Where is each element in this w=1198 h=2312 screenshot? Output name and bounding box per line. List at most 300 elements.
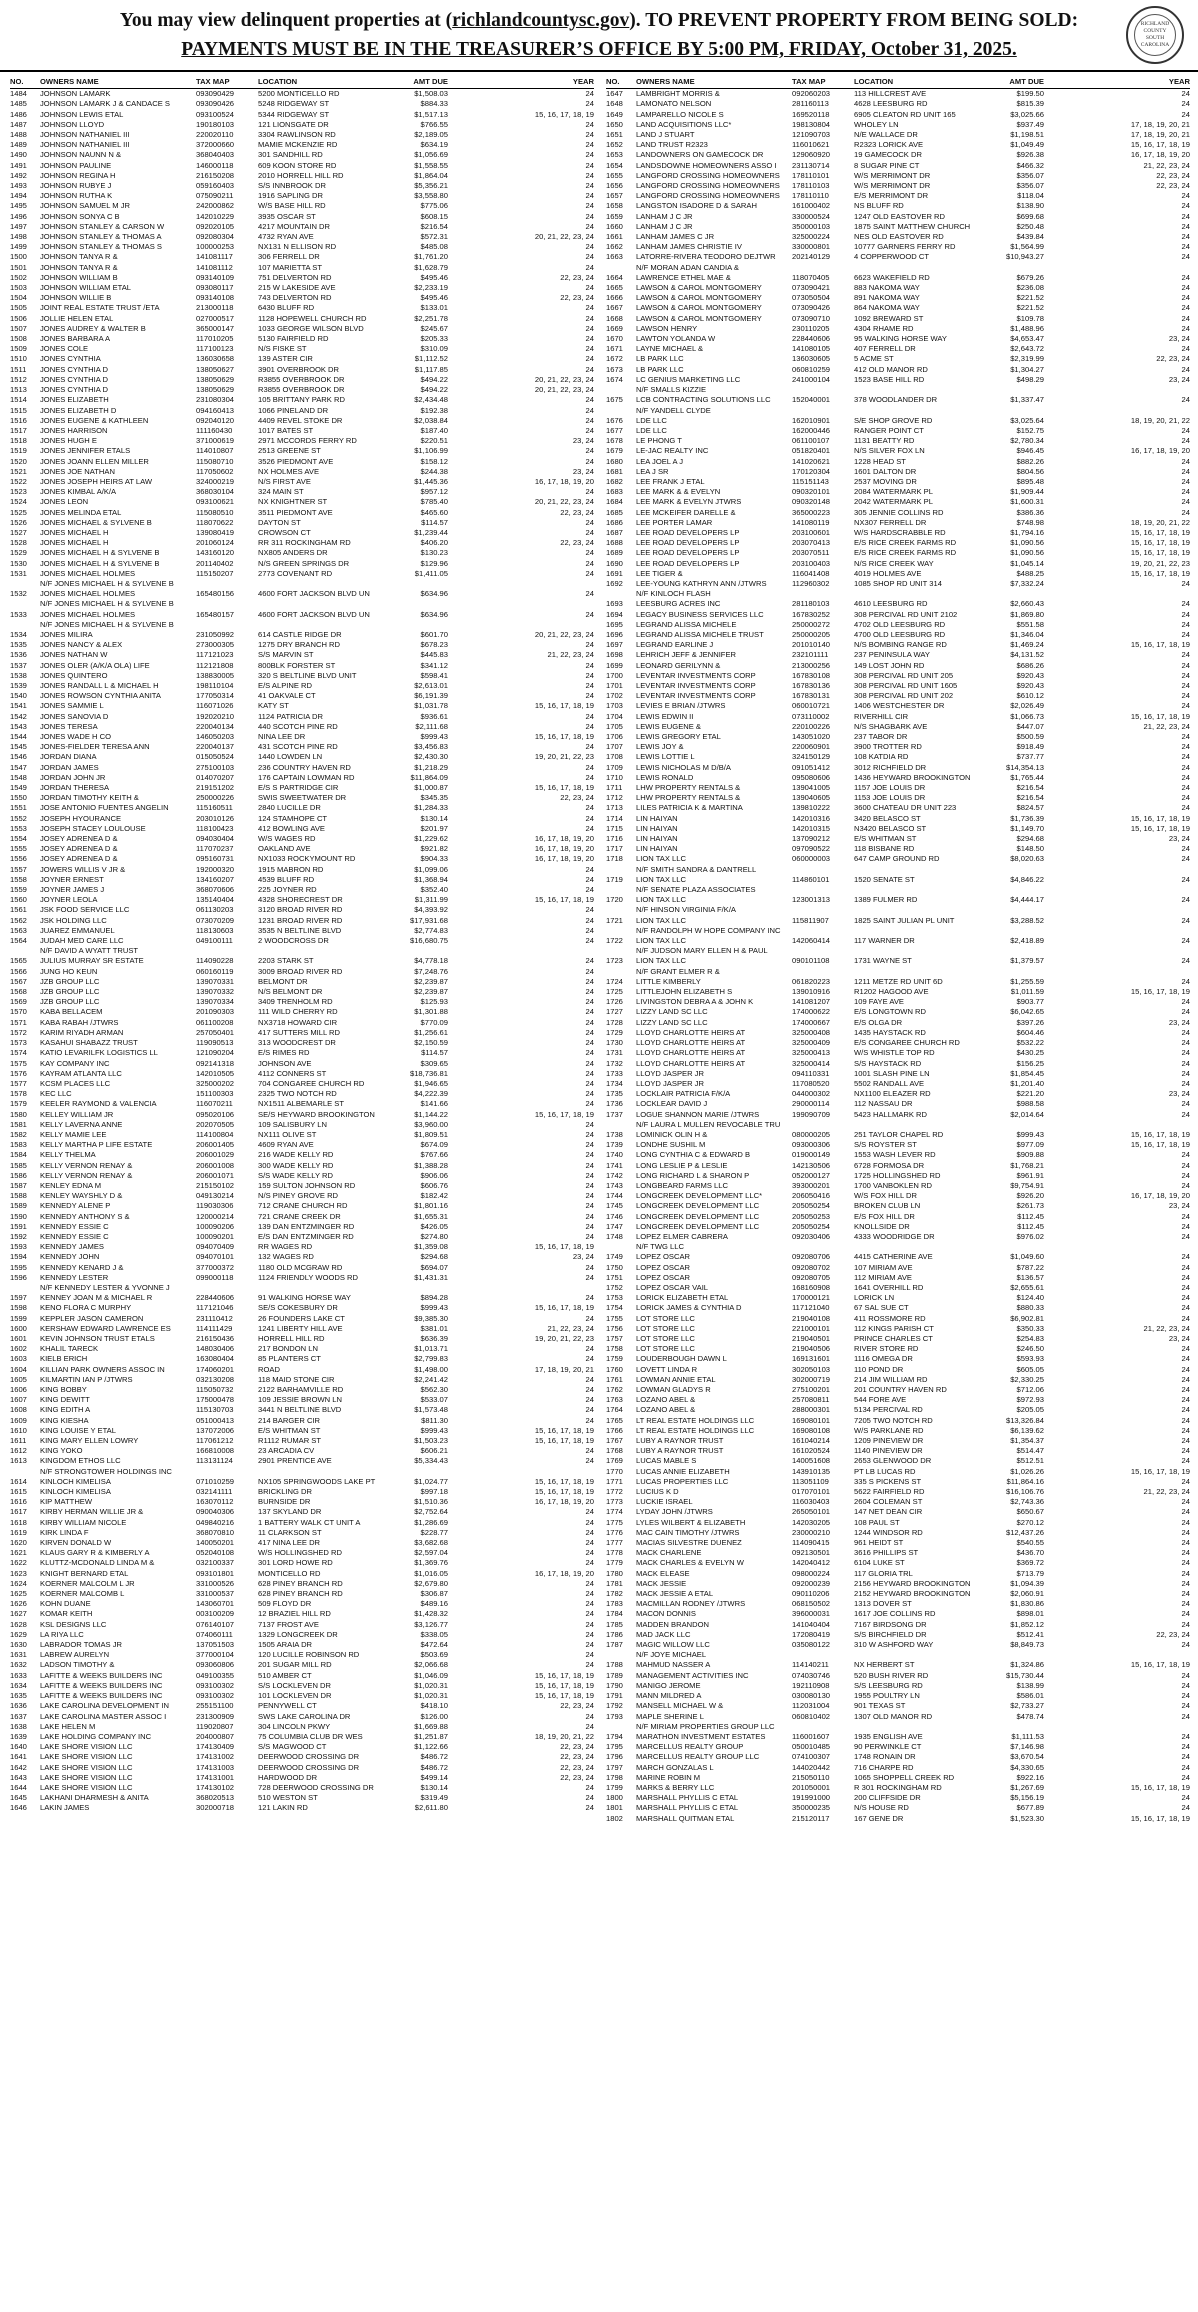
cell-location: 90 PERWINKLE CT	[854, 1742, 922, 1752]
cell-year: 17, 18, 19, 20, 21	[1130, 130, 1190, 140]
cell-location: 864 NAKOMA WAY	[854, 303, 920, 313]
cell-tax-map: 368070606	[196, 885, 235, 895]
cell-location: NX KNIGHTNER ST	[258, 497, 328, 507]
cell-no: 1642	[10, 1762, 27, 1772]
cell-owner: LIN HAIYAN	[636, 844, 678, 854]
cell-location: 132 WAGES RD	[258, 1252, 314, 1262]
cell-year: 23, 24	[1168, 1017, 1190, 1027]
cell-year: 16, 17, 18, 19, 20	[534, 1568, 594, 1578]
table-row	[606, 814, 1190, 824]
table-row	[606, 150, 1190, 160]
cell-year: 16, 17, 18, 19, 20	[534, 844, 594, 854]
cell-no: 1736	[606, 1099, 623, 1109]
cell-location: 614 CASTLE RIDGE DR	[258, 629, 342, 639]
cell-year: 24	[1181, 1293, 1190, 1303]
cell-amt-due: $1,324.86	[1010, 1660, 1044, 1670]
cell-amt-due: $14,354.13	[1005, 762, 1044, 772]
cell-location: 3935 OSCAR ST	[258, 211, 316, 221]
cell-amt-due: $686.26	[1016, 660, 1044, 670]
cell-tax-map: 242000862	[196, 201, 235, 211]
table-row	[10, 406, 594, 416]
cell-tax-map: 273000305	[196, 640, 235, 650]
cell-owner: LAND ACQUISITIONS LLC*	[636, 119, 732, 129]
cell-location: N/S HOUSE RD	[854, 1803, 909, 1813]
cell-owner: LEE ROAD DEVELOPERS LP	[636, 527, 740, 537]
cell-tax-map: 098000224	[792, 1568, 831, 1578]
cell-owner: KSL DESIGNS LLC	[40, 1619, 107, 1629]
cell-tax-map: 139080419	[196, 527, 235, 537]
cell-no: 1515	[10, 405, 27, 415]
cell-year: 24	[1181, 497, 1190, 507]
cell-location: 2971 MCCORDS FERRY RD	[258, 436, 357, 446]
cell-amt-due: $926.38	[1016, 150, 1044, 160]
cell-location: N/E WALLACE DR	[854, 130, 918, 140]
cell-owner: LEGRAND ALISSA MICHELE TRUST	[636, 629, 764, 639]
cell-tax-map: 115811907	[792, 915, 829, 925]
table-row	[10, 1242, 594, 1252]
cell-amt-due	[982, 589, 1050, 599]
table-row	[10, 548, 594, 558]
cell-owner: KIRK LINDA F	[40, 1527, 89, 1537]
table-row	[606, 783, 1190, 793]
table-row	[606, 1191, 1190, 1201]
cell-no: 1648	[606, 99, 623, 109]
cell-year: 24	[1181, 691, 1190, 701]
cell-tax-map: 115160511	[196, 803, 233, 813]
cell-tax-map: 220020110	[196, 130, 234, 140]
cell-tax-map: 165480157	[196, 609, 235, 619]
cell-tax-map: 074030746	[792, 1670, 831, 1680]
table-row	[606, 1691, 1190, 1701]
cell-location: 117 GLORIA TRL	[854, 1568, 913, 1578]
cell-year: 24	[1181, 844, 1190, 854]
cell-tax-map: 146000118	[196, 160, 234, 170]
cell-tax-map: 117050602	[196, 466, 234, 476]
cell-no: 1677	[606, 425, 623, 435]
cell-no: 1543	[10, 721, 27, 731]
cell-year: 22, 23, 24	[560, 538, 594, 548]
cell-location: SE/S COKESBURY DR	[258, 1303, 338, 1313]
cell-amt-due: $1,013.71	[414, 1344, 448, 1354]
cell-owner: LAKE SHORE VISION LLC	[40, 1742, 133, 1752]
cell-amt-due: $138.90	[1016, 201, 1044, 211]
cell-owner: LAFITTE & WEEKS BUILDERS INC	[40, 1691, 163, 1701]
cell-tax-map: 121090703	[792, 130, 831, 140]
cell-year: 24	[1181, 232, 1190, 242]
cell-no: 1748	[606, 1231, 623, 1241]
cell-year: 23, 24	[1168, 374, 1190, 384]
cell-location	[854, 385, 982, 395]
cell-no: 1709	[606, 762, 623, 772]
cell-tax-map	[792, 885, 854, 895]
cell-year: 24	[1181, 1405, 1190, 1415]
cell-tax-map	[196, 1283, 258, 1293]
table-row	[10, 293, 594, 303]
cell-location: S/S MAGWOOD CT	[258, 1742, 327, 1752]
cell-year: 24	[585, 1099, 594, 1109]
cell-owner: LUCAS MABLE S	[636, 1456, 697, 1466]
cell-year: 24	[1181, 1476, 1190, 1486]
cell-location: LORICK LN	[854, 1293, 895, 1303]
cell-owner: LUCAS PROPERTIES LLC	[636, 1476, 729, 1486]
cell-tax-map: 052000127	[792, 1170, 831, 1180]
cell-tax-map: 141081207	[792, 997, 831, 1007]
cell-no: 1573	[10, 1038, 27, 1048]
cell-owner: JULIUS MURRAY SR ESTATE	[40, 956, 144, 966]
cell-tax-map: 114860101	[792, 874, 830, 884]
cell-tax-map: 112121808	[196, 660, 234, 670]
cell-owner: KINLOCH KIMELISA	[40, 1476, 111, 1486]
table-row	[10, 1120, 594, 1130]
cell-no: 1633	[10, 1670, 27, 1680]
cell-amt-due: $488.25	[1016, 568, 1044, 578]
cell-tax-map: 138050629	[196, 374, 235, 384]
cell-tax-map: 120000214	[196, 1211, 235, 1221]
cell-amt-due: $216.54	[1016, 783, 1044, 793]
cell-tax-map: 143160120	[196, 548, 235, 558]
cell-no: 1751	[606, 1272, 623, 1282]
cell-location: S/E SHOP GROVE RD	[854, 415, 933, 425]
cell-no: 1745	[606, 1201, 623, 1211]
cell-no: 1545	[10, 742, 27, 752]
cell-year: 24	[1181, 1762, 1190, 1772]
cell-tax-map: 230000210	[792, 1527, 831, 1537]
cell-amt-due: $1,112.52	[414, 354, 448, 364]
cell-year: 24	[1181, 1793, 1190, 1803]
cell-no: 1575	[10, 1058, 27, 1068]
cell-no: 1696	[606, 629, 623, 639]
cell-no: 1526	[10, 517, 27, 527]
table-row	[10, 1569, 594, 1579]
cell-owner: LOUDERBOUGH DAWN L	[636, 1354, 727, 1364]
cell-no: 1759	[606, 1354, 623, 1364]
cell-owner: LT REAL ESTATE HOLDINGS LLC	[636, 1415, 755, 1425]
cell-tax-map: 231300909	[196, 1711, 235, 1721]
cell-year: 24	[1181, 1446, 1190, 1456]
table-row	[10, 1416, 594, 1426]
table-row	[606, 742, 1190, 752]
cell-owner: LONGCREEK DEVELOPMENT LLC	[636, 1201, 760, 1211]
cell-tax-map: 092060203	[792, 89, 831, 99]
cell-year: 24	[585, 874, 594, 884]
cell-year: 15, 16, 17, 18, 19	[534, 1109, 594, 1119]
cell-amt-due: $17,931.68	[409, 915, 448, 925]
cell-location: 5502 RANDALL AVE	[854, 1078, 925, 1088]
cell-location: NX131 N ELLISON RD	[258, 242, 337, 252]
table-row	[10, 701, 594, 711]
cell-tax-map: 032141111	[196, 1487, 233, 1497]
cell-owner: LDE LLC	[636, 415, 667, 425]
table-row	[606, 987, 1190, 997]
cell-no: 1582	[10, 1129, 27, 1139]
cell-year: 24	[1181, 701, 1190, 711]
cell-year: 15, 16, 17, 18, 19	[534, 1436, 594, 1446]
cell-location	[258, 1283, 386, 1293]
table-row-note	[10, 1283, 594, 1293]
table-row	[606, 1436, 1190, 1446]
cell-no: 1735	[606, 1089, 623, 1099]
cell-location: 26 FOUNDERS LAKE CT	[258, 1313, 345, 1323]
cell-year: 24	[1181, 1772, 1190, 1782]
cell-owner: N/F STRONGTOWER HOLDINGS INC	[40, 1466, 172, 1476]
cell-tax-map: 143910135	[792, 1466, 831, 1476]
table-row	[606, 314, 1190, 324]
cell-location: N/S FISKE ST	[258, 344, 307, 354]
cell-tax-map: 097090522	[792, 844, 831, 854]
cell-location: 417 NINA LEE DR	[258, 1538, 321, 1548]
table-row	[606, 1171, 1190, 1181]
cell-owner: LEE MARK & & EVELYN	[636, 487, 721, 497]
cell-owner: LOCKLEAR DAVID J	[636, 1099, 708, 1109]
cell-no: 1764	[606, 1405, 623, 1415]
cell-owner: LOPEZ OSCAR	[636, 1262, 691, 1272]
cell-year: 24	[585, 956, 594, 966]
website-link[interactable]: richlandcountysc.gov	[452, 10, 630, 31]
cell-owner: JOHNSON SONYA C B	[40, 211, 120, 221]
cell-tax-map: 142130506	[792, 1160, 831, 1170]
cell-no: 1768	[606, 1446, 623, 1456]
cell-location: R3855 OVERBROOK DR	[258, 374, 345, 384]
cell-no: 1512	[10, 374, 27, 384]
cell-year: 15, 16, 17, 18, 19	[1130, 1660, 1190, 1670]
cell-year: 24	[585, 415, 594, 425]
cell-tax-map: 371000619	[196, 436, 235, 446]
cell-owner: JONES MICHAEL H	[40, 538, 109, 548]
cell-location: 6905 CLEATON RD UNIT 165	[854, 109, 956, 119]
cell-tax-map	[792, 1650, 854, 1660]
cell-year: 24	[585, 242, 594, 252]
cell-tax-map: 140051608	[792, 1456, 831, 1466]
cell-amt-due: $2,111.68	[415, 721, 448, 731]
right-listing-table	[606, 76, 1190, 1824]
cell-amt-due: $130.14	[420, 813, 448, 823]
cell-year: 21, 22, 23, 24	[1143, 1487, 1190, 1497]
cell-amt-due: $650.67	[1016, 1507, 1044, 1517]
cell-owner: JONES RANDALL L & MICHAEL H	[40, 680, 159, 690]
table-row-note	[10, 946, 594, 956]
cell-location: 214 JIM WILLIAM RD	[854, 1374, 928, 1384]
cell-year: 24	[585, 558, 594, 568]
cell-tax-map: 165480156	[196, 589, 235, 599]
cell-no	[606, 967, 636, 977]
cell-no: 1613	[10, 1456, 27, 1466]
cell-tax-map: 118070622	[196, 517, 234, 527]
cell-owner: JOWERS WILLIS V JR &	[40, 864, 126, 874]
cell-location: 1211 METZE RD UNIT 6D	[854, 976, 943, 986]
cell-owner: MACK CHARLES & EVELYN W	[636, 1558, 744, 1568]
cell-amt-due: $447.07	[1016, 721, 1044, 731]
cell-no: 1646	[10, 1803, 27, 1813]
cell-tax-map: 143060701	[196, 1599, 235, 1609]
cell-year: 24	[1181, 395, 1190, 405]
cell-owner: LOZANO ABEL &	[636, 1395, 696, 1405]
table-row	[10, 793, 594, 803]
cell-location: RANGER POINT CT	[854, 425, 924, 435]
cell-year: 24	[1181, 313, 1190, 323]
cell-amt-due: $1,517.13	[414, 109, 448, 119]
cell-owner: JONES MICHAEL HOLMES	[40, 589, 136, 599]
cell-location: 201 SUGAR MILL RD	[258, 1660, 332, 1670]
cell-location: 1241 LIBERTY HILL AVE	[258, 1323, 343, 1333]
cell-owner: JONES ELIZABETH	[40, 395, 109, 405]
header-owner: OWNERS NAME	[40, 76, 196, 89]
cell-location: 407 FERRELL DR	[854, 344, 916, 354]
cell-location: 712 CRANE CHURCH RD	[258, 1201, 348, 1211]
cell-no: 1631	[10, 1650, 27, 1660]
cell-owner: N/F YANDELL CLYDE	[636, 405, 711, 415]
cell-location: 313 WOODCREST DR	[258, 1038, 336, 1048]
cell-tax-map: 100000253	[196, 242, 235, 252]
cell-no: 1552	[10, 813, 27, 823]
cell-amt-due: $1,498.00	[414, 1364, 448, 1374]
cell-no: 1518	[10, 436, 27, 446]
table-row	[606, 1701, 1190, 1711]
cell-year: 23, 24	[1168, 1201, 1190, 1211]
cell-location: 214 BARGER CIR	[258, 1415, 321, 1425]
cell-year: 24	[1181, 1589, 1190, 1599]
cell-owner: JOHNSON TANYA R &	[40, 262, 118, 272]
table-row	[606, 1048, 1190, 1058]
cell-no: 1750	[606, 1262, 623, 1272]
cell-no: 1490	[10, 150, 27, 160]
cell-no: 1679	[606, 446, 623, 456]
table-row	[606, 1018, 1190, 1028]
cell-location: NX HOLMES AVE	[258, 466, 320, 476]
table-row	[606, 579, 1190, 589]
cell-year: 24	[1181, 1007, 1190, 1017]
cell-amt-due: $7,146.98	[1010, 1742, 1044, 1752]
cell-location: 1247 OLD EASTOVER RD	[854, 211, 946, 221]
cell-location: 1725 HOLLINGSHED RD	[854, 1170, 941, 1180]
table-row	[10, 1232, 594, 1242]
cell-amt-due: $904.33	[420, 854, 448, 864]
cell-owner: LANGFORD CROSSING HOMEOWNERS	[636, 181, 780, 191]
table-row	[606, 293, 1190, 303]
cell-year: 15, 16, 17, 18, 19	[534, 1680, 594, 1690]
cell-location: 75 COLUMBIA CLUB DR WES	[258, 1731, 363, 1741]
cell-tax-map: 161000402	[792, 201, 831, 211]
cell-year: 24	[585, 1221, 594, 1231]
cell-amt-due: $156.25	[1016, 1058, 1044, 1068]
cell-location: 159 SULTON JOHNSON RD	[258, 1180, 356, 1190]
cell-owner: LEGACY BUSINESS SERVICES LLC	[636, 609, 764, 619]
cell-year: 24	[585, 1027, 594, 1037]
cell-year: 24	[1181, 1395, 1190, 1405]
cell-owner: LLOYD CHARLOTTE HEIRS AT	[636, 1048, 746, 1058]
cell-amt-due: $946.45	[1016, 446, 1044, 456]
cell-no: 1658	[606, 201, 623, 211]
cell-year	[1050, 1242, 1190, 1252]
table-row	[10, 742, 594, 752]
cell-year: 24	[1181, 293, 1190, 303]
cell-owner: LONGCREEK DEVELOPMENT LLC	[636, 1211, 760, 1221]
cell-tax-map: 114090415	[792, 1538, 830, 1548]
cell-no: 1730	[606, 1038, 623, 1048]
cell-no: 1762	[606, 1385, 623, 1394]
cell-amt-due: $3,960.00	[414, 1119, 448, 1129]
cell-owner: LAWSON & CAROL MONTGOMERY	[636, 283, 762, 293]
cell-no: 1675	[606, 395, 623, 405]
cell-location: 310 W ASHFORD WAY	[854, 1640, 934, 1650]
table-row	[606, 793, 1190, 803]
cell-amt-due: $1,523.30	[1010, 1813, 1044, 1823]
cell-location: ROAD	[258, 1364, 280, 1374]
table-row	[606, 1028, 1190, 1038]
cell-year: 24	[1181, 1252, 1190, 1262]
cell-no: 1674	[606, 374, 623, 384]
cell-tax-map: 115150207	[196, 568, 234, 578]
cell-location: 716 CHARPE RD	[854, 1762, 914, 1772]
cell-year: 24	[585, 1599, 594, 1609]
cell-location: SWIS SWEETWATER DR	[258, 793, 347, 803]
cell-amt-due: $216.54	[1016, 793, 1044, 803]
cell-no: 1493	[10, 181, 27, 191]
cell-location: 91 WALKING HORSE WAY	[258, 1293, 351, 1303]
cell-owner: LOT STORE LLC	[636, 1333, 695, 1343]
cell-amt-due: $972.93	[1016, 1395, 1044, 1405]
cell-amt-due: $3,126.77	[414, 1619, 448, 1629]
cell-tax-map: 202140129	[792, 252, 831, 262]
cell-no: 1523	[10, 487, 27, 497]
cell-location: NX1100 ELEAZER RD	[854, 1089, 931, 1099]
cell-tax-map	[196, 599, 258, 609]
cell-owner: LUCAS ANNIE ELIZABETH	[636, 1466, 730, 1476]
cell-no: 1559	[10, 885, 27, 895]
cell-tax-map: 213000256	[792, 660, 831, 670]
cell-year: 24	[585, 1721, 594, 1731]
cell-year: 24	[1181, 99, 1190, 109]
table-row	[606, 283, 1190, 293]
cell-year: 24	[1181, 1803, 1190, 1813]
cell-no: 1673	[606, 364, 623, 374]
cell-amt-due: $1,218.29	[414, 762, 448, 772]
cell-year: 24	[1181, 783, 1190, 793]
cell-location: 121 LAKIN RD	[258, 1803, 308, 1813]
cell-tax-map: 093140109	[196, 272, 235, 282]
cell-location: 12 BRAZIEL HILL RD	[258, 1609, 331, 1619]
cell-tax-map: 032100337	[196, 1558, 235, 1568]
cell-amt-due: $6,042.65	[1010, 1007, 1044, 1017]
cell-no: 1744	[606, 1191, 623, 1201]
cell-tax-map: 093060806	[196, 1660, 235, 1670]
table-row	[10, 303, 594, 313]
cell-location: 520 BUSH RIVER RD	[854, 1670, 929, 1680]
table-row	[10, 1712, 594, 1722]
cell-location: 3441 N BELTLINE BLVD	[258, 1405, 342, 1415]
cell-amt-due: $775.06	[420, 201, 448, 211]
table-row	[606, 1467, 1190, 1477]
cell-amt-due: $16,680.75	[409, 936, 448, 946]
cell-location	[258, 1467, 386, 1477]
cell-year	[454, 599, 594, 609]
cell-year: 24	[585, 425, 594, 435]
banner-line-1-prefix: You may view delinquent properties at (	[119, 10, 453, 31]
cell-tax-map: 241000104	[792, 374, 831, 384]
table-row	[606, 1783, 1190, 1793]
table-row	[10, 354, 594, 364]
cell-year: 24	[585, 1089, 594, 1099]
cell-tax-map: 372000660	[196, 140, 235, 150]
cell-no: 1621	[10, 1548, 27, 1558]
cell-location: 417 SUTTERS MILL RD	[258, 1027, 341, 1037]
cell-amt-due: $369.72	[1016, 1558, 1044, 1568]
cell-no: 1787	[606, 1640, 623, 1650]
cell-year	[454, 1283, 594, 1293]
cell-amt-due: $133.01	[420, 303, 448, 313]
cell-amt-due: $1,049.49	[1010, 140, 1044, 150]
cell-no: 1767	[606, 1436, 623, 1446]
cell-amt-due: $1,794.16	[1010, 527, 1044, 537]
